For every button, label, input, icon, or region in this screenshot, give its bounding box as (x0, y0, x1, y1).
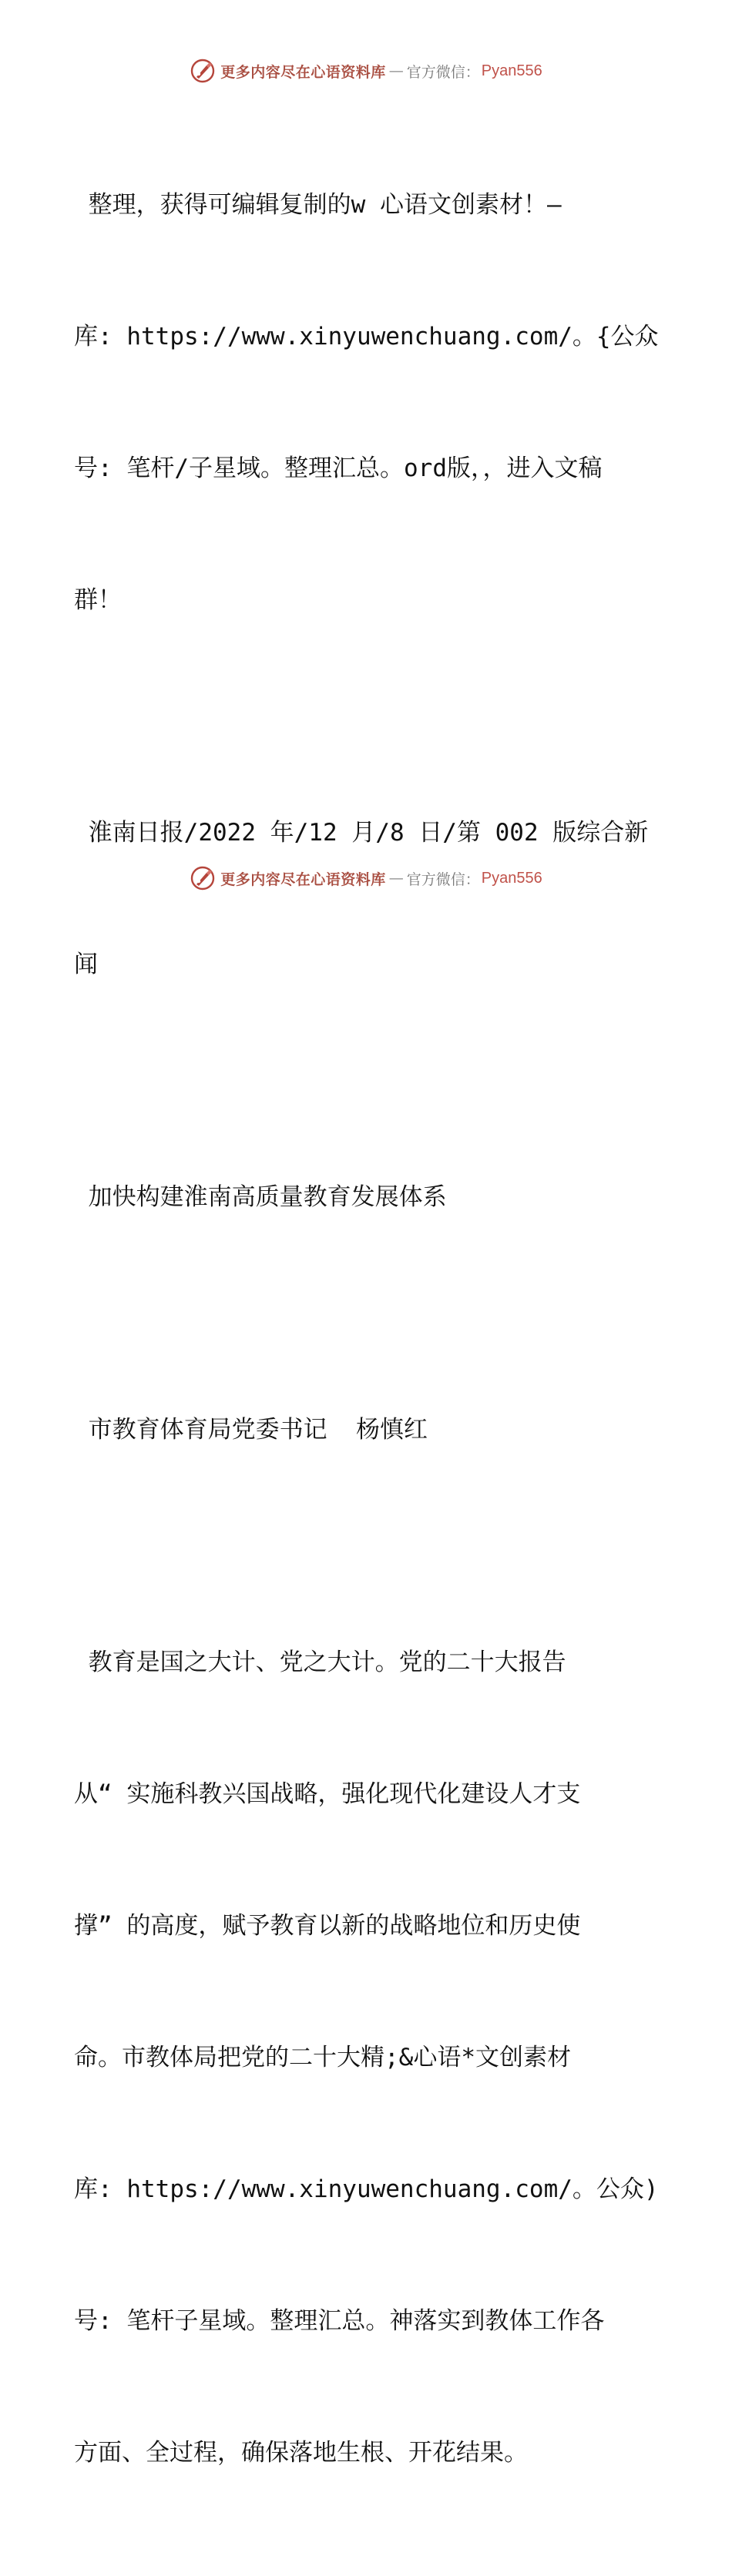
text-line: 闻 (74, 951, 98, 978)
banner-official-label: 官方微信： (406, 63, 480, 81)
article-title (74, 1088, 667, 1307)
promo-paragraph (74, 96, 667, 710)
header-watermark-banner (0, 54, 732, 88)
author-line (74, 1320, 667, 1540)
banner-separator: — (388, 870, 404, 887)
text-line: 加快构建淮南高质量教育发展体系 (74, 1183, 447, 1211)
body-paragraph (74, 1553, 667, 2563)
text-line: 撑” 的高度，赋予教育以新的战略地位和历史使 (74, 1912, 581, 1940)
text-line: 教育是国之大计、党之大计。党的二十大报告 (74, 1649, 566, 1676)
source-paragraph (74, 723, 667, 1075)
banner-wechat-id: Pyan556 (481, 869, 542, 887)
text-line: 从“ 实施科教兴国战略，强化现代化建设人才支 (74, 1780, 581, 1808)
text-line: 命。市教体局把党的二十大精;&心语*文创素材 (74, 2044, 571, 2071)
text-line: 库: https://www.xinyuwenchuang.com/。公众) (74, 2175, 659, 2203)
banner-wechat-id: Pyan556 (481, 62, 542, 79)
text-line: 号: 笔杆子星域。整理汇总。神落实到教体工作各 (74, 2307, 605, 2335)
text-line: 整理，获得可编辑复制的w 心语文创素材！— (74, 191, 562, 219)
banner-separator: — (388, 62, 404, 79)
pen-logo-icon (190, 58, 216, 84)
text-line: 号: 笔杆/子星域。整理汇总。ord版，，进入文稿 (74, 454, 603, 482)
footer-watermark-banner (0, 861, 732, 895)
text-line: 淮南日报/2022 年/12 月/8 日/第 002 版综合新 (74, 819, 649, 847)
text-line: 市教育体育局党委书记 杨慎红 (74, 1416, 428, 1444)
banner-main-text: 更多内容尽在心语资料库 (220, 63, 386, 81)
pen-logo-icon (190, 865, 216, 891)
document-body (74, 96, 667, 2576)
text-line: 方面、全过程，确保落地生根、开花结果。 (74, 2439, 528, 2467)
text-line: 库: https://www.xinyuwenchuang.com/。{公众 (74, 323, 659, 351)
banner-official-label: 官方微信： (406, 870, 480, 888)
banner-main-text: 更多内容尽在心语资料库 (220, 870, 386, 888)
text-line: 群！ (74, 586, 122, 614)
